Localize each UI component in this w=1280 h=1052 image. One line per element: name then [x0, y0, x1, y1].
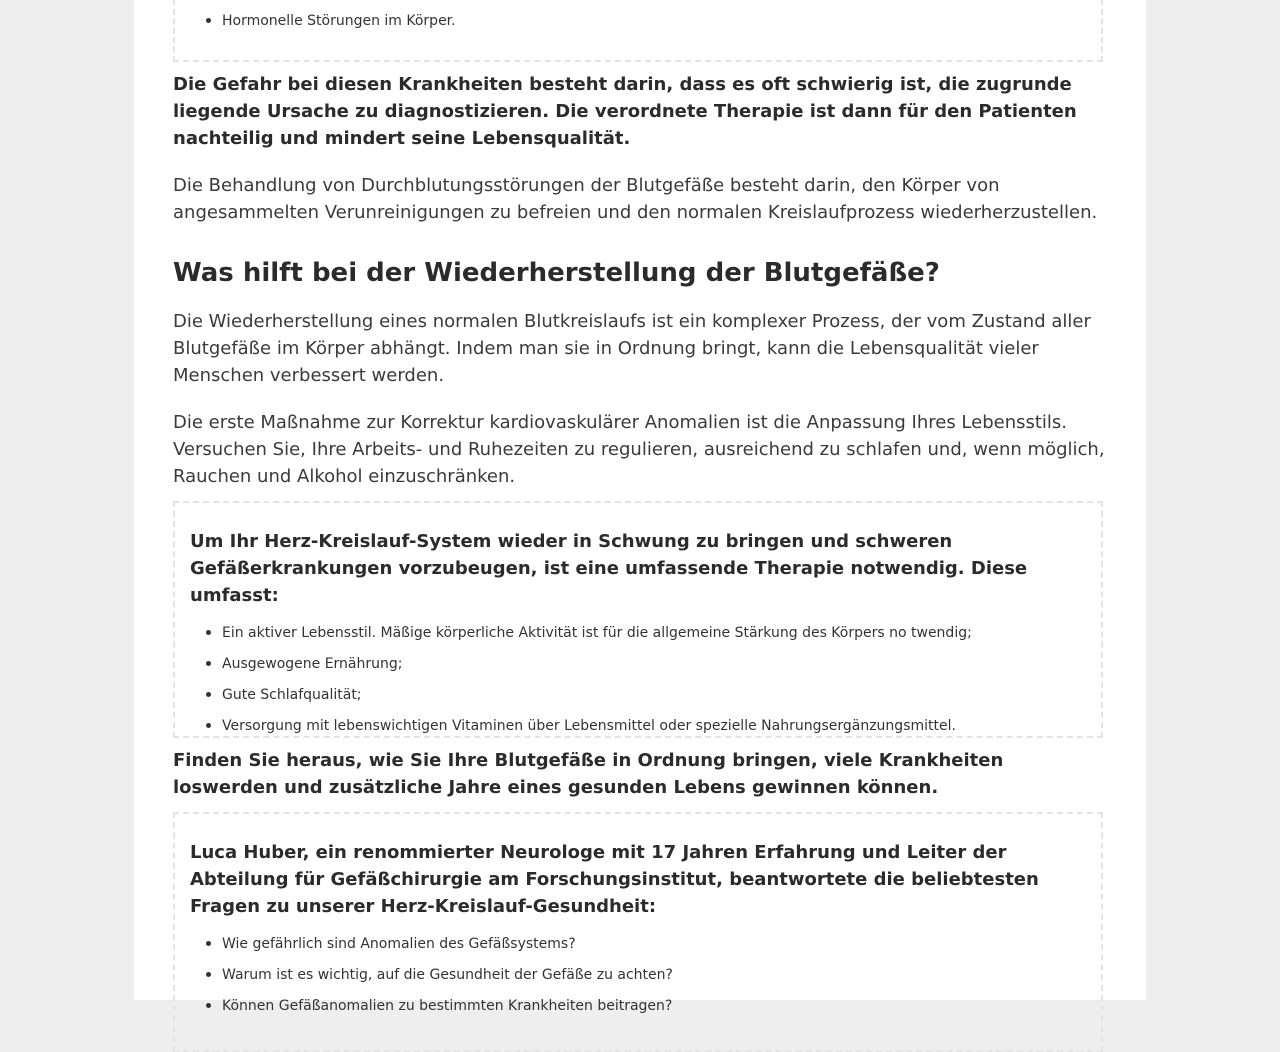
info-box-therapy	[173, 501, 1103, 738]
therapy-list	[175, 609, 1101, 741]
expert-lead: Luca Huber, ein renommierter Neurologe mit 17 Jahren Erfahrung und Leiter der Abteilung für Gefäßchirurgie am Forschungsinstitut, beantwortete die beliebtesten Fragen zu unserer Herz-Kreislauf-Gesundheit:	[190, 842, 1039, 917]
restore-paragraph: Die Wiederherstellung eines normalen Blutkreislaufs ist ein komplexer Prozess, der vom Zustand aller Blutgefäße im Körper abhängt. Indem man sie in Ordnung bringt, kann die Lebensqualität vieler Menschen verbessert werden.	[173, 311, 1091, 386]
list-item: • Gute Schlafqualität;	[222, 679, 1101, 710]
find-out-paragraph: Finden Sie heraus, wie Sie Ihre Blutgefäße in Ordnung bringen, viele Krankheiten loswerden und zusätzliche Jahre eines gesunden Lebens gewinnen können.	[173, 750, 1004, 798]
question-list	[175, 920, 1101, 1021]
list-item: • Versorgung mit lebenswichtigen Vitaminen über Lebensmittel oder spezielle Nahrungsergänzungsmittel.	[222, 710, 1101, 741]
list-item: • Warum ist es wichtig, auf die Gesundheit der Gefäße zu achten?	[222, 959, 1101, 990]
list-item: • Hormonelle Störungen im Körper.	[222, 5, 1101, 36]
section-heading: Was hilft bei der Wiederherstellung der Blutgefäße?	[173, 258, 940, 288]
treatment-paragraph: Die Behandlung von Durchblutungsstörungen der Blutgefäße besteht darin, den Körper von angesammelten Verunreinigungen zu befreien und den normalen Kreislaufprozess wiederherzustellen.	[173, 175, 1098, 223]
list-item: • Ein aktiver Lebensstil. Mäßige körperliche Aktivität ist für die allgemeine Stärkung des Körpers no twendig;	[222, 617, 1101, 648]
info-box-expert	[173, 812, 1103, 1052]
article-page	[134, 0, 1146, 1014]
list-item: • Wie gefährlich sind Anomalien des Gefäßsystems?	[222, 928, 1101, 959]
list-item: • Können Gefäßanomalien zu bestimmten Krankheiten beitragen?	[222, 990, 1101, 1021]
lifestyle-paragraph: Die erste Maßnahme zur Korrektur kardiovaskulärer Anomalien ist die Anpassung Ihres Lebensstils. Versuchen Sie, Ihre Arbeits- und Ruhezeiten zu regulieren, ausreichend zu schlafen und, wenn möglich, Rauchen und Alkohol einzuschränken.	[173, 412, 1105, 487]
therapy-lead: Um Ihr Herz-Kreislauf-System wieder in Schwung zu bringen und schweren Gefäßerkrankungen vorzubeugen, ist eine umfassende Therapie notwendig. Diese umfasst:	[190, 531, 1028, 606]
danger-paragraph: Die Gefahr bei diesen Krankheiten besteht darin, dass es oft schwierig ist, die zugrunde liegende Ursache zu diagnostizieren. Die verordnete Therapie ist dann für den Patienten nachteilig und mindert seine Lebensqualität.	[173, 74, 1077, 149]
list-item: • Ausgewogene Ernährung;	[222, 648, 1101, 679]
info-box-symptoms	[173, 0, 1103, 62]
symptom-list	[175, 0, 1101, 36]
